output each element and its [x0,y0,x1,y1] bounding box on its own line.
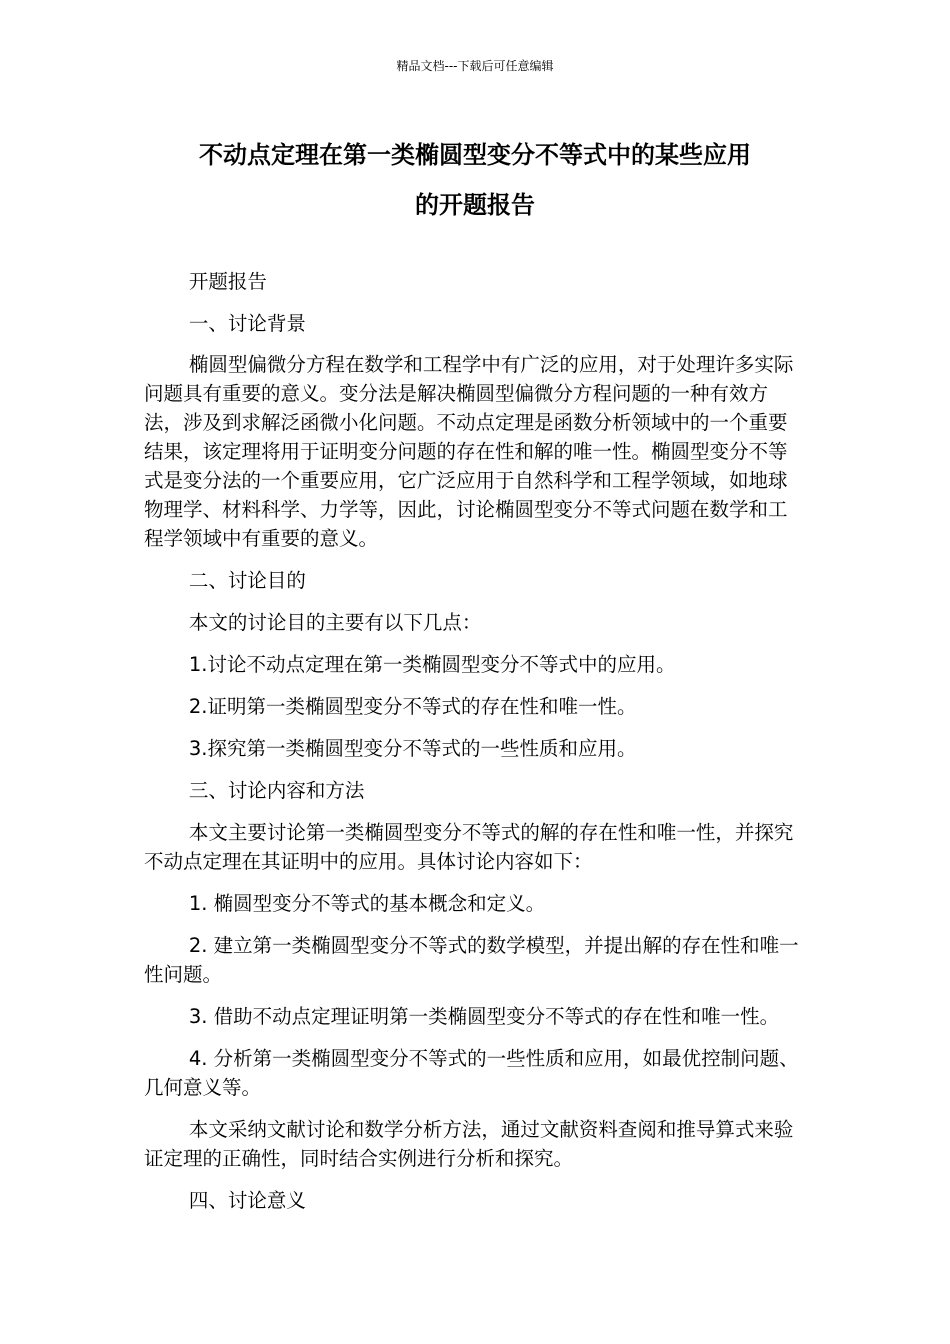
section-heading-purpose: 二、讨论目的 [188,569,306,592]
report-label: 开题报告 [188,270,267,293]
purpose-item: 2.证明第一类椭圆型变分不等式的存在性和唯一性。 [188,695,637,718]
content-item: 4. 分析第一类椭圆型变分不等式的一些性质和应用，如最优控制问题、几何意义等。 [144,1047,799,1099]
section-heading-significance: 四、讨论意义 [188,1189,306,1212]
method-paragraph: 本文采纳文献讨论和数学分析方法，通过文献资料查阅和推导算式来验证定理的正确性，同时结合实例进行分析和探究。 [144,1118,794,1170]
purpose-item: 3.探究第一类椭圆型变分不等式的一些性质和应用。 [188,737,637,760]
section-heading-background: 一、讨论背景 [188,312,306,335]
content-intro-paragraph: 本文主要讨论第一类椭圆型变分不等式的解的存在性和唯一性，并探究不动点定理在其证明中的应用。具体讨论内容如下： [144,821,794,873]
background-paragraph: 椭圆型偏微分方程在数学和工程学中有广泛的应用，对于处理许多实际问题具有重要的意义。变分法是解决椭圆型偏微分方程问题的一种有效方法，涉及到求解泛函微小化问题。不动点定理是函数分析领域中的一个重要结果，该定理将用于证明变分问题的存在性和解的唯一性。椭圆型变分不等式是变分法的一个重要应用，它广泛应用于自然科学和工程学领域，如地球物理学、材料科学、力学等，因此，讨论椭圆型变分不等式问题在数学和工程学领域中有重要的意义。 [144,353,794,550]
purpose-intro: 本文的讨论目的主要有以下几点： [188,611,482,634]
purpose-item: 1.讨论不动点定理在第一类椭圆型变分不等式中的应用。 [188,653,676,676]
section-heading-content-method: 三、讨论内容和方法 [188,779,365,802]
document-body [144,267,804,1215]
document-title-line-1: 不动点定理在第一类椭圆型变分不等式中的某些应用 [199,141,751,169]
page-header-note: 精品文档---下载后可任意编辑 [396,59,554,73]
content-item: 1. 椭圆型变分不等式的基本概念和定义。 [188,892,546,915]
content-item: 3. 借助不动点定理证明第一类椭圆型变分不等式的存在性和唯一性。 [188,1005,780,1028]
document-title [140,130,810,230]
document-title-line-2: 的开题报告 [415,191,535,219]
content-item: 2. 建立第一类椭圆型变分不等式的数学模型，并提出解的存在性和唯一性问题。 [144,934,799,986]
